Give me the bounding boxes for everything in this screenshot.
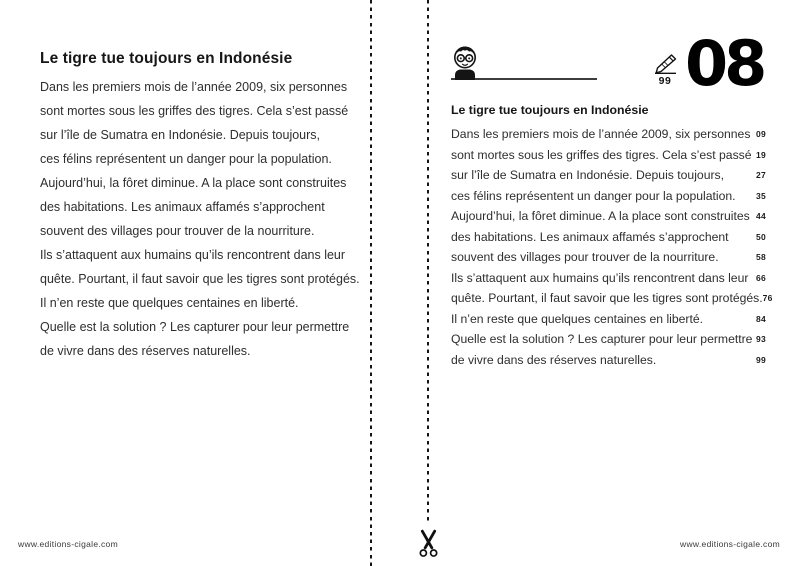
- passage-line: Dans les premiers mois de l’année 2009, six personnes: [40, 80, 348, 94]
- passage-line: ces félins représentent un danger pour la population.: [40, 152, 332, 166]
- passage-title: Le tigre tue toujours en Indonésie: [40, 50, 293, 67]
- passage-line: sur l’île de Sumatra en Indonésie. Depuis toujours,: [451, 168, 725, 183]
- passage-line-row: [451, 227, 766, 248]
- passage-line-row: [451, 268, 766, 289]
- word-total-block: [650, 54, 680, 87]
- passage-line: Quelle est la solution ? Les capturer pour leur permettre: [40, 320, 350, 334]
- passage-line: des habitations. Les animaux affamés s’approchent: [451, 229, 729, 244]
- passage-count-block: [451, 124, 773, 370]
- passage-line: Ils s’attaquent aux humains qu’ils rencontrent dans leur: [451, 270, 749, 285]
- passage-line: sur l’île de Sumatra en Indonésie. Depuis toujours,: [40, 128, 321, 142]
- passage-line: souvent des villages pour trouver de la nourriture.: [40, 224, 315, 238]
- passage-line-row: [451, 124, 766, 145]
- passage-line: Il n’en reste que quelques centaines en liberté.: [451, 311, 704, 326]
- footer-url: www.editions-cigale.com: [680, 539, 780, 549]
- word-count: 27: [755, 170, 766, 181]
- passage-line-row: [451, 247, 766, 268]
- passage-line-row: [451, 288, 773, 309]
- passage-line: Ils s’attaquent aux humains qu’ils rencontrent dans leur: [40, 248, 346, 262]
- passage-line-row: [451, 165, 766, 186]
- word-count: 76: [762, 293, 773, 304]
- passage-line-row: [451, 145, 766, 166]
- word-total: 99: [658, 75, 672, 87]
- passage-line: quête. Pourtant, il faut savoir que les tigres sont protégés.: [451, 291, 763, 306]
- passage-line: sont mortes sous les griffes des tigres. Cela s’est passé: [451, 147, 752, 162]
- word-count: 58: [755, 252, 766, 263]
- word-count: 19: [755, 149, 766, 160]
- passage-line-row: [451, 350, 766, 371]
- passage-text-block: [40, 75, 362, 363]
- lesson-number: 08: [685, 27, 764, 100]
- passage-line-row: [451, 186, 766, 207]
- word-count: 84: [755, 313, 766, 324]
- passage-line: Quelle est la solution ? Les capturer pour leur permettre: [451, 332, 753, 347]
- passage-line: souvent des villages pour trouver de la nourriture.: [451, 250, 719, 265]
- word-count: 93: [755, 334, 766, 345]
- passage-line-row: [451, 309, 766, 330]
- passage-line: Aujourd’hui, la fôret diminue. A la place sont construites: [40, 176, 347, 190]
- passage-line-row: [451, 329, 766, 350]
- passage-line: sont mortes sous les griffes des tigres. Cela s’est passé: [40, 104, 349, 118]
- passage-line-row: [451, 206, 766, 227]
- passage-line: ces félins représentent un danger pour la population.: [451, 188, 736, 203]
- passage-line: Aujourd’hui, la fôret diminue. A la place sont construites: [451, 209, 750, 224]
- word-count: 09: [755, 129, 766, 140]
- scissors-icon: [419, 529, 438, 559]
- word-count: 44: [755, 211, 766, 222]
- student-face-icon: [451, 44, 479, 80]
- passage-line: Il n’en reste que quelques centaines en liberté.: [40, 296, 299, 310]
- passage-line: des habitations. Les animaux affamés s’approchent: [40, 200, 325, 214]
- cut-line-left: [370, 0, 372, 566]
- word-count: 99: [755, 354, 766, 365]
- passage-title: Le tigre tue toujours en Indonésie: [451, 103, 649, 117]
- passage-line: de vivre dans des réserves naturelles.: [451, 352, 657, 367]
- word-count: 35: [755, 190, 766, 201]
- passage-line: Dans les premiers mois de l’année 2009, six personnes: [451, 127, 751, 142]
- footer-url: www.editions-cigale.com: [18, 539, 118, 549]
- cut-line-right: [427, 0, 429, 524]
- word-count: 66: [755, 272, 766, 283]
- passage-line: de vivre dans des réserves naturelles.: [40, 344, 251, 358]
- passage-line: quête. Pourtant, il faut savoir que les tigres sont protégés.: [40, 272, 360, 286]
- pencil-icon: [653, 54, 677, 74]
- word-count: 50: [755, 231, 766, 242]
